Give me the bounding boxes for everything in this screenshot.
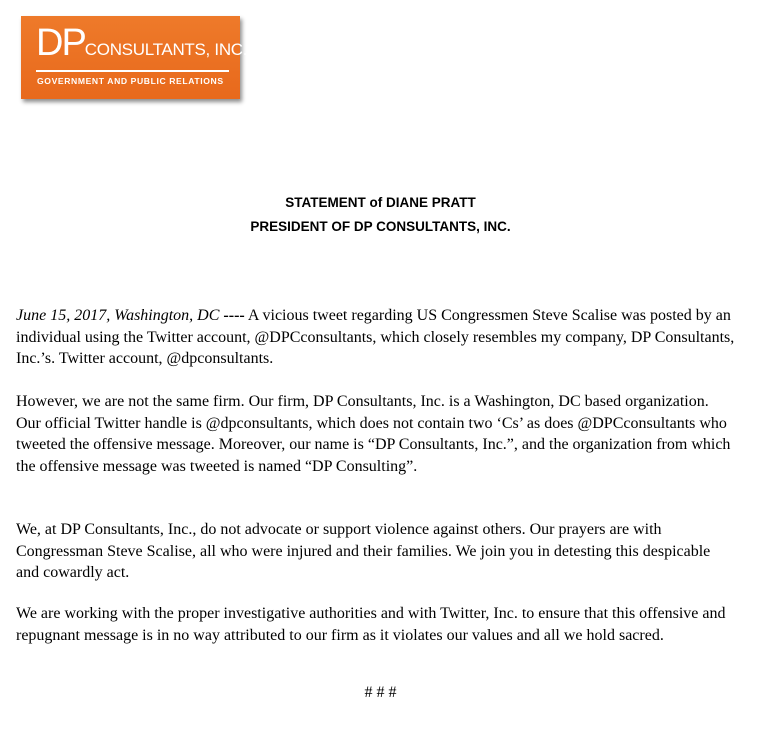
logo-company-name: CONSULTANTS, INC. [84, 40, 248, 59]
paragraph-2: However, we are not the same firm. Our firm, DP Consultants, Inc. is a Washington, DC based organization. Our official Twitter handle is @dpconsultants, which does not contain two ‘Cs’ as does @DPCconsultants who tweeted the offensive message. Moreover, our name is “DP Consultants, Inc.”, and the organization from which the offensive message was tweeted is named “DP Consulting”. [16, 393, 731, 475]
logo-wordmark [36, 24, 247, 62]
paragraph-1 [16, 305, 736, 370]
dateline: June 15, 2017, Washington, DC [16, 307, 220, 324]
paragraph-1-text: A vicious tweet regarding US Congressmen Steve Scalise was posted by an individual using the Twitter account, @DPCconsultants, which closely resembles my company, DP Consultants, Inc.’s. Twitter account, @dpconsultants. [16, 307, 735, 367]
paragraph-4: We are working with the proper investigative authorities and with Twitter, Inc. to ensure that this offensive and repugnant message is in no way attributed to our firm as it violates our values and all we hold sacred. [16, 605, 726, 644]
paragraph-3: We, at DP Consultants, Inc., do not advocate or support violence against others. Our prayers are with Congressman Steve Scalise, all who were injured and their families. We join you in detesting this despicable and cowardly act. [16, 521, 711, 581]
statement-title: STATEMENT of DIANE PRATT [285, 195, 476, 210]
logo-mark: DP [36, 22, 85, 64]
dateline-separator: ---- [219, 307, 245, 324]
logo-tagline: GOVERNMENT AND PUBLIC RELATIONS [37, 76, 224, 86]
logo-divider [36, 70, 229, 72]
statement-subtitle: PRESIDENT OF DP CONSULTANTS, INC. [250, 219, 511, 234]
end-mark: # # # [364, 684, 397, 701]
company-logo [21, 16, 248, 99]
